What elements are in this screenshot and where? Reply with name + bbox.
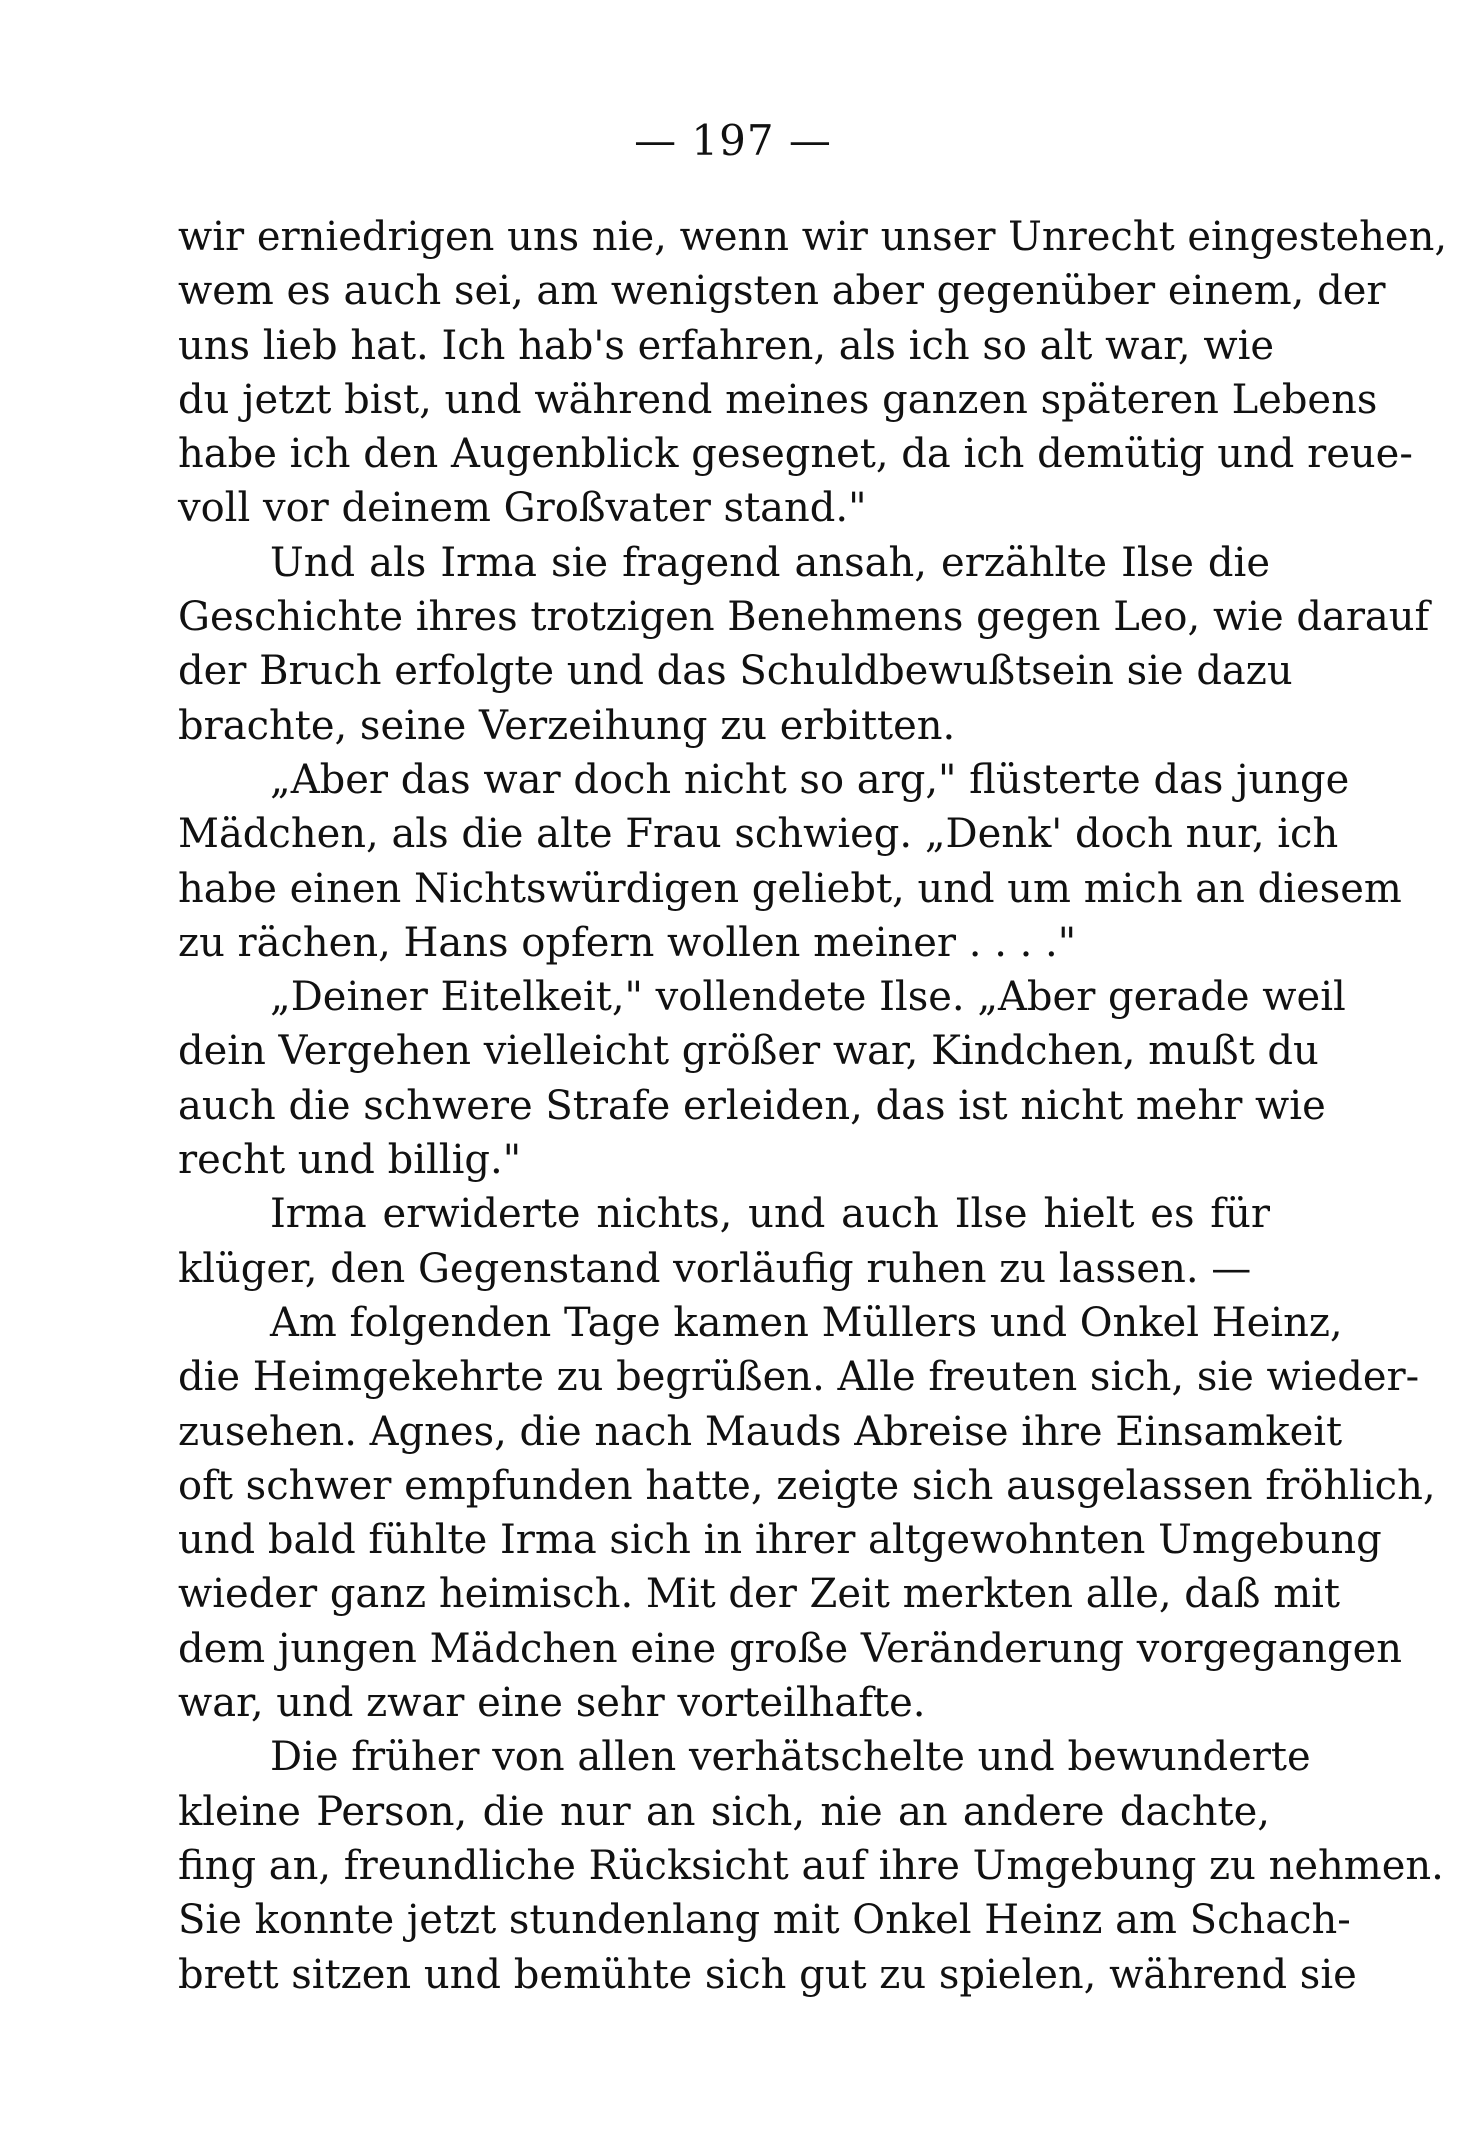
- text-line: der Bruch erfolgte und das Schuldbewußtsein sie dazu: [178, 648, 1293, 695]
- text-line: Sie konnte jetzt stundenlang mit Onkel Heinz am Schach-: [178, 1897, 1351, 1944]
- text-line: klüger, den Gegenstand vorläufig ruhen zu lassen. —: [178, 1245, 1252, 1292]
- text-line: du jetzt bist, und während meines ganzen späteren Lebens: [178, 376, 1378, 423]
- text-line: Irma erwiderte nichts, und auch Ilse hielt es für: [270, 1191, 1270, 1238]
- text-line: war, und zwar eine sehr vorteilhafte.: [178, 1680, 926, 1727]
- text-line: und bald fühlte Irma sich in ihrer altgewohnten Umgebung: [178, 1517, 1382, 1564]
- text-line: brett sitzen und bemühte sich gut zu spielen, während sie: [178, 1951, 1357, 1998]
- text-line: oft schwer empfunden hatte, zeigte sich ausgelassen fröhlich,: [178, 1462, 1436, 1509]
- text-line: „Aber das war doch nicht so arg," flüsterte das junge: [270, 756, 1350, 803]
- text-line: wir erniedrigen uns nie, wenn wir unser Unrecht eingestehen,: [178, 214, 1448, 260]
- text-line: Am folgenden Tage kamen Müllers und Onkel Heinz,: [270, 1299, 1343, 1346]
- text-line: zu rächen, Hans opfern wollen meiner . . . .": [178, 919, 1077, 966]
- text-line: die Heimgekehrte zu begrüßen. Alle freuten sich, sie wieder-: [178, 1354, 1420, 1401]
- text-line: brachte, seine Verzeihung zu erbitten.: [178, 702, 956, 749]
- page-number: — 197 —: [634, 116, 832, 165]
- text-line: kleine Person, die nur an sich, nie an andere dachte,: [178, 1788, 1270, 1835]
- text-line: Und als Irma sie fragend ansah, erzählte Ilse die: [270, 539, 1270, 586]
- text-line: voll vor deinem Großvater stand.": [178, 485, 867, 532]
- text-line: wem es auch sei, am wenigsten aber gegenüber einem, der: [178, 268, 1386, 315]
- text-line: wieder ganz heimisch. Mit der Zeit merkten alle, daß mit: [178, 1571, 1340, 1618]
- text-line: Die früher von allen verhätschelte und bewunderte: [270, 1734, 1311, 1781]
- text-line: „Deiner Eitelkeit," vollendete Ilse. „Aber gerade weil: [270, 974, 1346, 1021]
- text-line: fing an, freundliche Rücksicht auf ihre Umgebung zu nehmen.: [178, 1842, 1444, 1889]
- text-line: dein Vergehen vielleicht größer war, Kindchen, mußt du: [178, 1028, 1319, 1075]
- text-line: dem jungen Mädchen eine große Veränderung vorgegangen: [178, 1625, 1403, 1672]
- text-line: uns lieb hat. Ich hab's erfahren, als ich so alt war, wie: [178, 322, 1275, 369]
- body-text: [178, 210, 1448, 2002]
- text-line: auch die schwere Strafe erleiden, das ist nicht mehr wie: [178, 1082, 1326, 1129]
- text-line: habe ich den Augenblick gesegnet, da ich demütig und reue-: [178, 431, 1413, 478]
- text-line: zusehen. Agnes, die nach Mauds Abreise ihre Einsamkeit: [178, 1408, 1343, 1455]
- text-line: Geschichte ihres trotzigen Benehmens gegen Leo, wie darauf: [178, 594, 1430, 641]
- text-line: recht und billig.": [178, 1137, 522, 1184]
- text-line: habe einen Nichtswürdigen geliebt, und um mich an diesem: [178, 865, 1402, 912]
- text-line: Mädchen, als die alte Frau schwieg. „Denk' doch nur, ich: [178, 811, 1339, 858]
